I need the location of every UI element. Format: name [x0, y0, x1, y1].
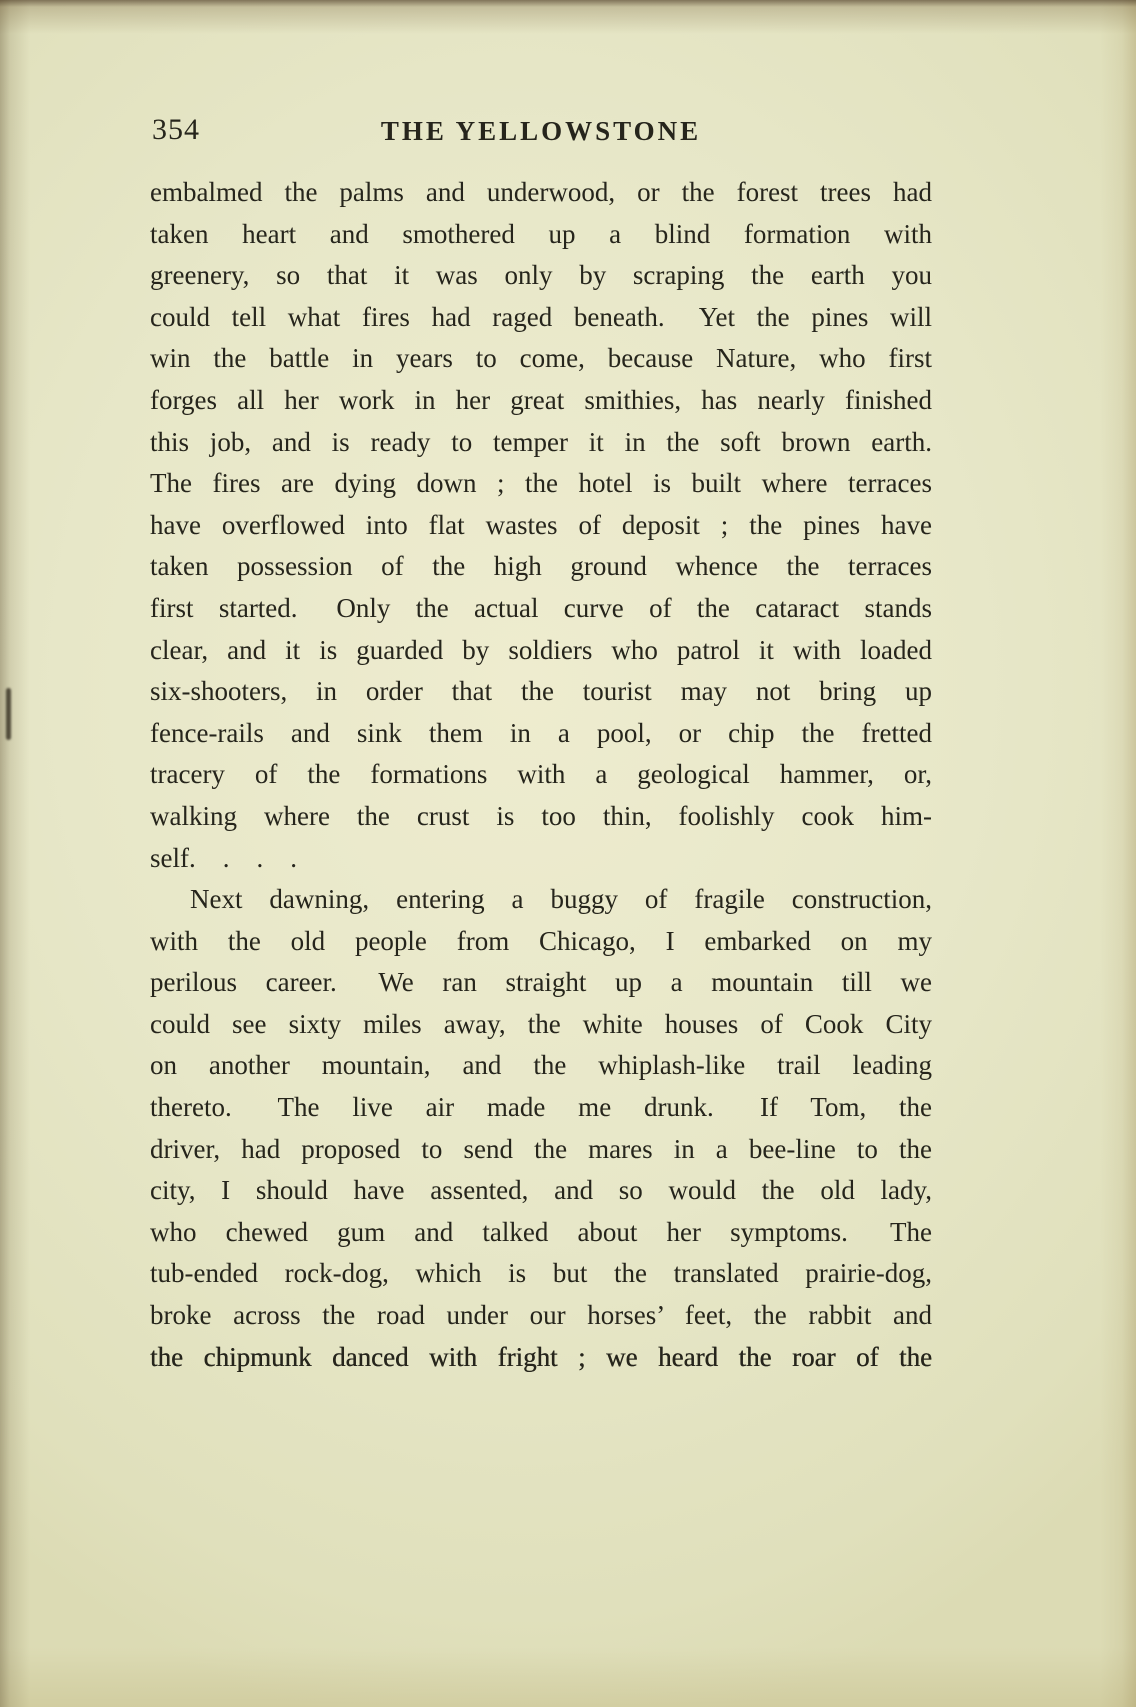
text-line: thereto. The live air made me drunk. If Tom, the — [150, 1092, 932, 1123]
text-line: embalmed the palms and underwood, or the forest trees had — [150, 177, 932, 207]
text-line: win the battle in years to come, because Nature, who first — [150, 343, 932, 374]
body-text — [150, 172, 932, 1378]
text-line: first started. Only the actual curve of the cataract stands — [150, 592, 932, 623]
text-line: six-shooters, in order that the tourist may not bring up — [150, 676, 932, 707]
text-line: clear, and it is guarded by soldiers who patrol it with loaded — [150, 634, 932, 665]
scan-artifact-speck — [6, 688, 11, 740]
text-line: walking where the crust is too thin, foolishly cook him- — [150, 800, 932, 831]
text-line: driver, had proposed to send the mares in a bee-line to the — [150, 1133, 932, 1164]
page-number: 354 — [152, 113, 200, 146]
running-header-title: THE YELLOWSTONE — [380, 116, 702, 146]
text-line: city, I should have assented, and so would the old lady, — [150, 1175, 932, 1206]
text-line: who chewed gum and talked about her symptoms. The — [150, 1216, 932, 1247]
text-line: with the old people from Chicago, I embarked on my — [150, 925, 932, 956]
text-line: perilous career. We ran straight up a mountain till we — [150, 967, 932, 998]
text-line: Next dawning, entering a buggy of fragile construction, — [190, 884, 932, 915]
text-line: taken heart and smothered up a blind formation with — [150, 218, 932, 249]
page-content — [150, 112, 932, 1378]
text-line: The fires are dying down ; the hotel is built where terraces — [150, 468, 932, 499]
text-line: self. . . . — [150, 842, 297, 873]
text-line: the chipmunk danced with fright ; we heard the roar of the — [150, 1341, 932, 1372]
text-line: could see sixty miles away, the white houses of Cook City — [150, 1008, 932, 1039]
text-line: taken possession of the high ground whence the terraces — [150, 551, 932, 582]
text-line: tracery of the formations with a geological hammer, or, — [150, 759, 932, 790]
text-line: fence-rails and sink them in a pool, or chip the fretted — [150, 717, 932, 748]
text-line: on another mountain, and the whiplash-like trail leading — [150, 1050, 932, 1081]
text-line: forges all her work in her great smithies, has nearly finished — [150, 384, 932, 415]
text-line: this job, and is ready to temper it in the soft brown earth. — [150, 426, 932, 457]
text-line: greenery, so that it was only by scraping the earth you — [150, 260, 932, 291]
text-line: broke across the road under our horses’ feet, the rabbit and — [150, 1300, 932, 1331]
text-line: could tell what fires had raged beneath. Yet the pines will — [150, 301, 932, 332]
text-line: tub-ended rock-dog, which is but the translated prairie-dog, — [150, 1258, 932, 1289]
running-header — [150, 112, 932, 148]
text-line: have overflowed into flat wastes of deposit ; the pines have — [150, 509, 932, 540]
paragraph — [150, 879, 932, 1378]
paragraph — [150, 172, 932, 879]
